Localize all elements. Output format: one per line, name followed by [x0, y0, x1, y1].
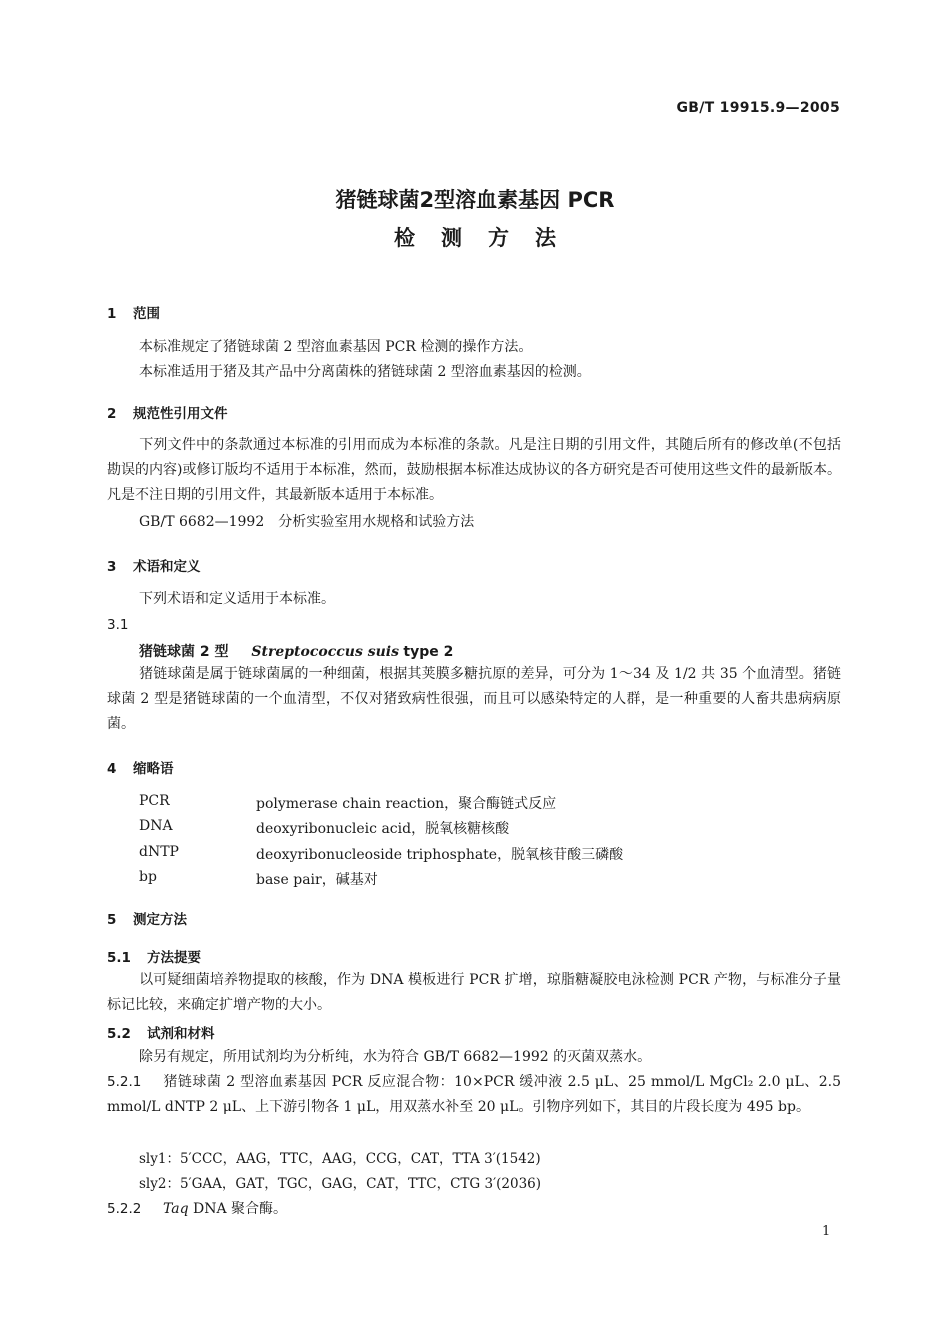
- clause-number: 5.2.1: [107, 1074, 142, 1090]
- abbreviation: PCR: [139, 793, 170, 809]
- subsection-title: 试剂和材料: [147, 1026, 215, 1042]
- section-title: 缩略语: [133, 761, 174, 777]
- section-4-heading: [107, 757, 174, 777]
- section-title: 范围: [133, 306, 160, 322]
- document-title-line2: 检测方法: [394, 226, 582, 250]
- subsection-3-1-number: 3.1: [107, 617, 129, 633]
- subsection-5-1-paragraph: 以可疑细菌培养物提取的核酸，作为 DNA 模板进行 PCR 扩增，琼脂糖凝胶电泳检测 PCR 产物，与标准分子量标记比较，来确定扩增产物的大小。: [107, 972, 841, 1013]
- section-1-paragraph-1: 本标准规定了猪链球菌 2 型溶血素基因 PCR 检测的操作方法。: [139, 339, 533, 355]
- term-type: type 2: [403, 644, 454, 660]
- standard-number: GB/T 19915.9—2005: [676, 100, 840, 116]
- subsection-number: 5.1: [107, 950, 131, 966]
- section-1-heading: [107, 302, 160, 322]
- section-title: 测定方法: [133, 912, 187, 928]
- section-number: 3: [107, 559, 117, 575]
- subsection-5-2-paragraph: 除另有规定，所用试剂均为分析纯，水为符合 GB/T 6682—1992 的灭菌双蒸水。: [139, 1049, 652, 1065]
- section-5-heading: [107, 908, 187, 928]
- section-1-paragraph-2: 本标准适用于猪及其产品中分离菌株的猪链球菌 2 型溶血素基因的检测。: [139, 364, 591, 380]
- abbreviation: dNTP: [139, 844, 179, 860]
- term-latin: Streptococcus suis: [251, 644, 399, 660]
- normative-reference: GB/T 6682—1992 分析实验室用水规格和试验方法: [139, 514, 475, 530]
- subsection-title: 方法提要: [147, 950, 201, 966]
- section-2-paragraph: 下列文件中的条款通过本标准的引用而成为本标准的条款。凡是注日期的引用文件，其随后所有的修改单(不包括勘误的内容)或修订版均不适用于本标准，然而，鼓励根据本标准达成协议的各方研究是否可使用这些文件的最新版本。凡是不注日期的引用文件，其最新版本适用于本标准。: [107, 437, 841, 503]
- subsection-5-2-heading: [107, 1022, 215, 1042]
- document-title-line1: 猪链球菌2型溶血素基因 PCR: [335, 188, 615, 212]
- term-heading: [139, 641, 453, 661]
- term-definition: 猪链球菌是属于链球菌属的一种细菌，根据其荚膜多糖抗原的差异，可分为 1～34 及 1/2 共 35 个血清型。猪链球菌 2 型是猪链球菌的一个血清型，不仅对猪致病性很强，而且可以感染特定的人群，是一种重要的人畜共患病病原菌。: [107, 666, 841, 732]
- term-chinese: 猪链球菌 2 型: [139, 644, 229, 660]
- section-number: 1: [107, 306, 117, 322]
- section-3-intro: 下列术语和定义适用于本标准。: [139, 591, 335, 607]
- abbreviation-description: deoxyribonucleic acid，脱氧核糖核酸: [256, 821, 510, 837]
- primer-sly2: sly2：5′GAA，GAT，TGC，GAG，CAT，TTC，CTG 3′(2036): [139, 1176, 542, 1192]
- subsection-number: 5.2: [107, 1026, 131, 1042]
- section-3-heading: [107, 555, 201, 575]
- abbreviation-description: base pair，碱基对: [256, 872, 378, 888]
- page-number: 1: [822, 1224, 831, 1239]
- section-title: 术语和定义: [133, 559, 201, 575]
- subsection-5-1-heading: [107, 946, 201, 966]
- section-2-heading: [107, 402, 228, 422]
- primer-sly1: sly1：5′CCC，AAG，TTC，AAG，CCG，CAT，TTA 3′(1542): [139, 1151, 541, 1167]
- section-number: 2: [107, 406, 117, 422]
- clause-5-2-2: 5.2.2 Taq DNA 聚合酶。: [107, 1197, 287, 1222]
- abbreviation: DNA: [139, 818, 173, 834]
- section-number: 5: [107, 912, 117, 928]
- section-number: 4: [107, 761, 117, 777]
- taq-italic: Taq: [163, 1201, 189, 1217]
- abbreviation-description: polymerase chain reaction，聚合酶链式反应: [256, 796, 557, 812]
- abbreviation-description: deoxyribonucleoside triphosphate，脱氧核苷酸三磷酸: [256, 847, 624, 863]
- section-title: 规范性引用文件: [133, 406, 228, 422]
- abbreviation: bp: [139, 869, 157, 885]
- clause-5-2-1: 5.2.1 猪链球菌 2 型溶血素基因 PCR 反应混合物：10×PCR 缓冲液 2.5 μL、25 mmol/L MgCl₂ 2.0 μL、2.5 mmol/L dNTP 2 μL、上下游引物各 1 μL，用双蒸水补至 20 μL。引物序列如下，其目的片段长度为 495 bp。: [107, 1070, 841, 1120]
- clause-number: 5.2.2: [107, 1201, 142, 1217]
